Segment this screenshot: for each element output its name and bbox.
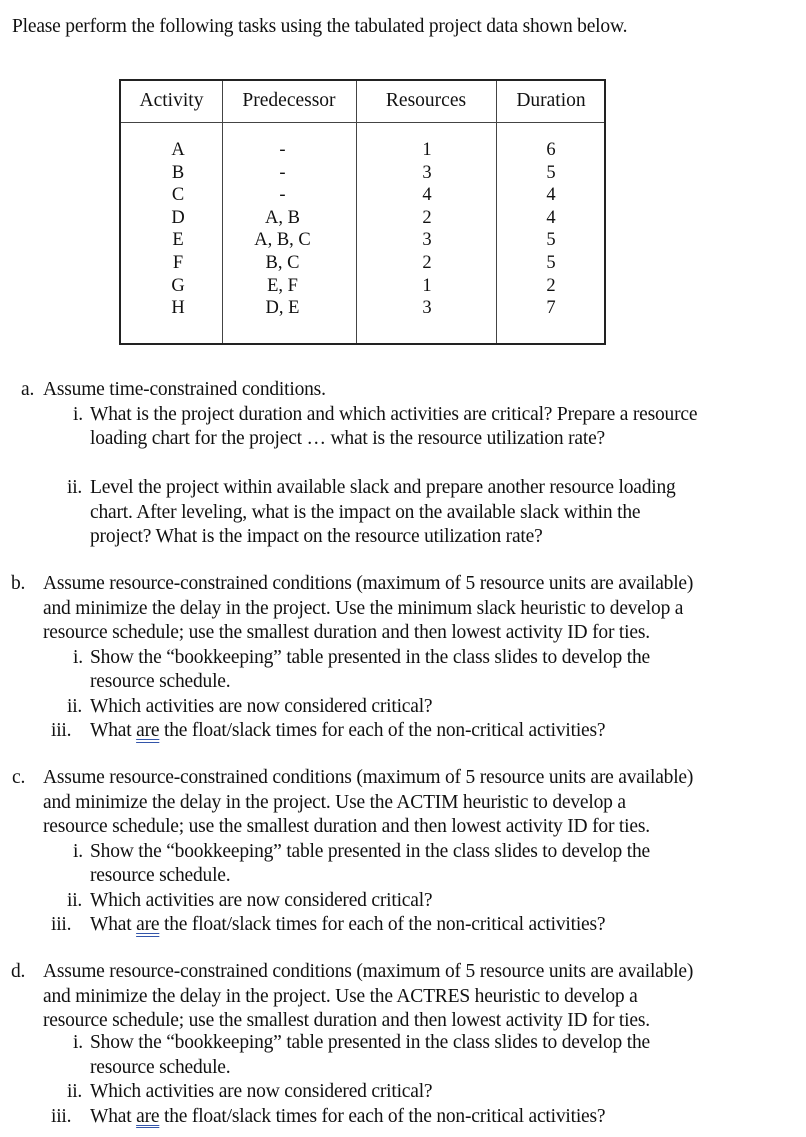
table-cell: 1 — [422, 140, 432, 160]
table-cell: 4 — [546, 185, 556, 206]
table-cell: 6 — [546, 140, 556, 160]
question-a-i-marker: i. — [73, 403, 83, 425]
table-cell: E, F — [267, 275, 298, 296]
question-a-i-text: What is the project duration and which activities are critical? Prepare a resource loading chart for the project … what is the resource utilization rate? — [90, 403, 698, 449]
table-cell: 4 — [546, 207, 556, 228]
duration-column — [496, 139, 606, 320]
table-cell: B, C — [265, 252, 300, 273]
question-b-iii-text: What are the float/slack times for each of the non-critical activities? — [90, 720, 606, 741]
table-cell: C — [171, 185, 185, 206]
question-c-ii-marker: ii. — [67, 889, 83, 911]
question-c-i-text: Show the “bookkeeping” table presented in the class slides to develop the resource schedule. — [90, 840, 650, 886]
header-activity: Activity — [139, 90, 204, 111]
question-c-marker: c. — [12, 767, 26, 788]
table-cell: 7 — [546, 298, 556, 319]
table-cell: 5 — [546, 162, 556, 183]
question-a-ii-text: Level the project within available slack and prepare another resource loading chart. After leveling, what is the impact on the available slack within the project? What is the impact on the resource utilization rate? — [90, 477, 676, 547]
question-d-iii-text: What are the float/slack times for each of the non-critical activities? — [90, 1105, 606, 1127]
table-cell: H — [171, 298, 185, 319]
table-cell: A — [171, 140, 185, 160]
table-cell: 3 — [422, 298, 432, 319]
question-b-ii-marker: ii. — [67, 695, 83, 717]
table-cell: 3 — [422, 230, 432, 251]
table-cell: B — [171, 162, 185, 183]
intro-text: Please perform the following tasks using the tabulated project data shown below. — [12, 16, 628, 37]
table-cell: D, E — [265, 298, 300, 319]
table-cell: D — [171, 207, 185, 228]
question-c-ii-text: Which activities are now considered critical? — [90, 889, 433, 911]
question-d-iii-marker: iii. — [51, 1105, 72, 1127]
question-d-i-text: Show the “bookkeeping” table presented in the class slides to develop the resource schedule. — [90, 1032, 650, 1078]
table-cell: 2 — [422, 207, 432, 228]
question-b-text: Assume resource-constrained conditions (maximum of 5 resource units are available) and minimize the delay in the project. Use the minimum slack heuristic to develop a resource schedule; use the smallest duration and then lowest activity ID for ties. — [43, 573, 694, 643]
question-c-text: Assume resource-constrained conditions (maximum of 5 resource units are available) and minimize the delay in the project. Use the ACTIM heuristic to develop a resource schedule; use the smallest duration and then lowest activity ID for ties. — [43, 767, 694, 837]
table-cell: G — [171, 275, 185, 296]
table-cell: 1 — [422, 275, 432, 296]
question-b-marker: b. — [11, 573, 26, 594]
table-cell: 4 — [422, 185, 432, 206]
table-cell: 2 — [422, 252, 432, 273]
table-cell: A, B, C — [254, 230, 311, 251]
header-duration: Duration — [516, 90, 586, 111]
question-d-ii-text: Which activities are now considered critical? — [90, 1081, 433, 1102]
question-b-ii-text: Which activities are now considered critical? — [90, 695, 433, 717]
question-d-marker: d. — [11, 961, 26, 982]
header-predecessor: Predecessor — [242, 90, 336, 111]
table-cell: E — [172, 230, 184, 251]
question-b-i-text: Show the “bookkeeping” table presented in the class slides to develop the resource schedule. — [90, 646, 650, 692]
question-d-ii-marker: ii. — [67, 1081, 83, 1102]
table-cell: - — [279, 140, 286, 160]
question-b-iii-marker: iii. — [51, 720, 72, 741]
table-cell: 2 — [546, 275, 556, 296]
question-a-marker: a. — [21, 379, 35, 400]
header-resources: Resources — [385, 90, 467, 111]
predecessor-column — [222, 139, 343, 320]
question-d-text: Assume resource-constrained conditions (maximum of 5 resource units are available) and minimize the delay in the project. Use the ACTRES heuristic to develop a resource schedule; use the smallest duration and then lowest activity ID for ties. — [43, 961, 694, 1031]
question-b-i-marker: i. — [73, 646, 83, 668]
question-a-ii-marker: ii. — [67, 477, 83, 498]
table-cell: F — [172, 252, 184, 273]
question-c-iii-text: What are the float/slack times for each of the non-critical activities? — [90, 914, 606, 935]
table-cell: A, B — [265, 207, 300, 228]
question-c-i-marker: i. — [73, 840, 83, 862]
activity-column — [135, 139, 221, 320]
table-cell: 5 — [546, 230, 556, 251]
table-cell: - — [279, 162, 286, 183]
project-data-table — [119, 79, 606, 345]
table-cell: 5 — [546, 252, 556, 273]
table-cell: - — [279, 185, 286, 206]
question-d-i-marker: i. — [73, 1032, 83, 1053]
table-cell: 3 — [422, 162, 432, 183]
question-c-iii-marker: iii. — [51, 914, 72, 935]
question-a-text: Assume time-constrained conditions. — [43, 379, 326, 400]
resources-column — [356, 139, 498, 320]
